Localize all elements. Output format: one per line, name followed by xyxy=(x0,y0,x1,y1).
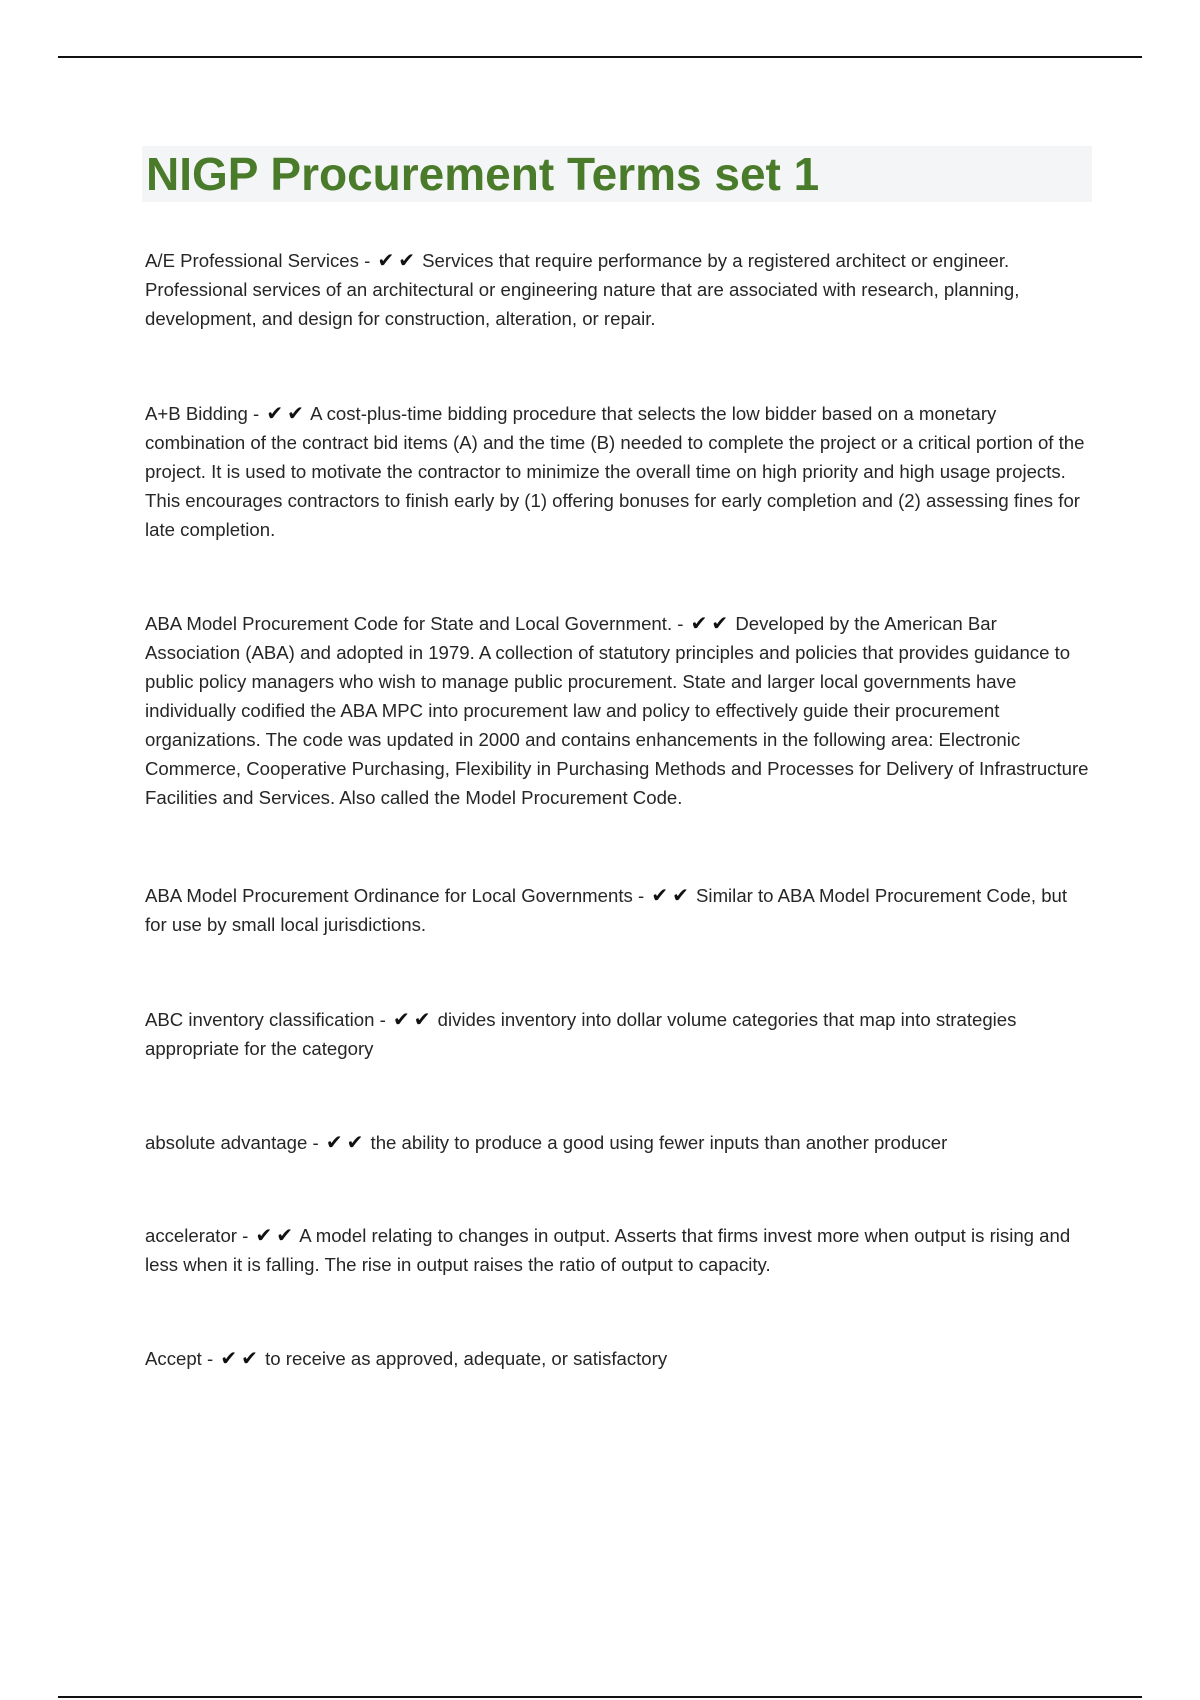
term-entry xyxy=(145,1221,1090,1279)
term: absolute advantage - xyxy=(145,1132,324,1153)
check-icon: ✔ xyxy=(711,611,729,635)
check-icon: ✔ xyxy=(651,883,669,907)
definition: A cost-plus-time bidding procedure that selects the low bidder based on a monetary combination of the contract bid items (A) and the time (B) needed to complete the project or a critical portion of the project. It is used to motivate the contractor to minimize the overall time on high priority and high usage projects. This encourages contractors to finish early by (1) offering bonuses for early completion and (2) assessing fines for late completion. xyxy=(145,403,1085,540)
check-icon: ✔ xyxy=(377,248,395,272)
term-entry xyxy=(145,1344,1090,1373)
check-icon: ✔ xyxy=(325,1130,343,1154)
check-icon: ✔ xyxy=(690,611,708,635)
term: accelerator - xyxy=(145,1225,254,1246)
definition: Similar to ABA Model Procurement Code, but for use by small local jurisdictions. xyxy=(145,885,1068,935)
check-icon: ✔ xyxy=(398,248,415,272)
check-icon: ✔ xyxy=(255,1223,273,1247)
page-title: NIGP Procurement Terms set 1 xyxy=(146,148,820,200)
check-icon: ✔ xyxy=(266,401,284,425)
check-icon: ✔ xyxy=(413,1007,431,1031)
check-icon: ✔ xyxy=(276,1223,294,1247)
check-icon: ✔ xyxy=(287,401,304,425)
term-entry xyxy=(145,609,1090,812)
term: ABA Model Procurement Ordinance for Local Governments - xyxy=(145,885,650,906)
check-icon: ✔ xyxy=(346,1130,364,1154)
definition: the ability to produce a good using fewer inputs than another producer xyxy=(370,1132,948,1153)
term: ABC inventory classification - xyxy=(145,1009,391,1030)
definition: to receive as approved, adequate, or satisfactory xyxy=(265,1348,668,1369)
check-icon: ✔ xyxy=(392,1007,410,1031)
term-entry xyxy=(145,1128,1090,1157)
term-entry xyxy=(145,399,1090,544)
term-entry xyxy=(145,881,1090,939)
definition: Developed by the American Bar Association (ABA) and adopted in 1979. A collection of statutory principles and policies that provides guidance to public policy managers who wish to manage public procurement. State and larger local governments have individually codified the ABA MPC into procurement law and policy to effectively guide their procurement organizations. The code was updated in 2000 and contains enhancements in the following area: Electronic Commerce, Cooperative Purchasing, Flexibility in Purchasing Methods and Processes for Delivery of Infrastructure Facilities and Services. Also called the Model Procurement Code. xyxy=(145,613,1089,808)
top-rule xyxy=(58,56,1142,58)
definition: Services that require performance by a registered architect or engineer. Professional services of an architectural or engineering nature that are associated with research, planning, development, and design for construction, alteration, or repair. xyxy=(145,250,1020,329)
term: ABA Model Procurement Code for State and Local Government. - xyxy=(145,613,689,634)
check-icon: ✔ xyxy=(672,883,689,907)
check-icon: ✔ xyxy=(241,1346,258,1370)
term: A/E Professional Services - xyxy=(145,250,376,271)
definition: A model relating to changes in output. Asserts that firms invest more when output is rising and less when it is falling. The rise in output raises the ratio of output to capacity. xyxy=(145,1225,1071,1275)
term: A+B Bidding - xyxy=(145,403,265,424)
term-entry xyxy=(145,246,1090,333)
check-icon: ✔ xyxy=(220,1346,238,1370)
term: Accept - xyxy=(145,1348,219,1369)
term-entry xyxy=(145,1005,1090,1063)
definition: divides inventory into dollar volume categories that map into strategies appropriate for the category xyxy=(145,1009,1017,1059)
bottom-rule xyxy=(58,1696,1142,1698)
